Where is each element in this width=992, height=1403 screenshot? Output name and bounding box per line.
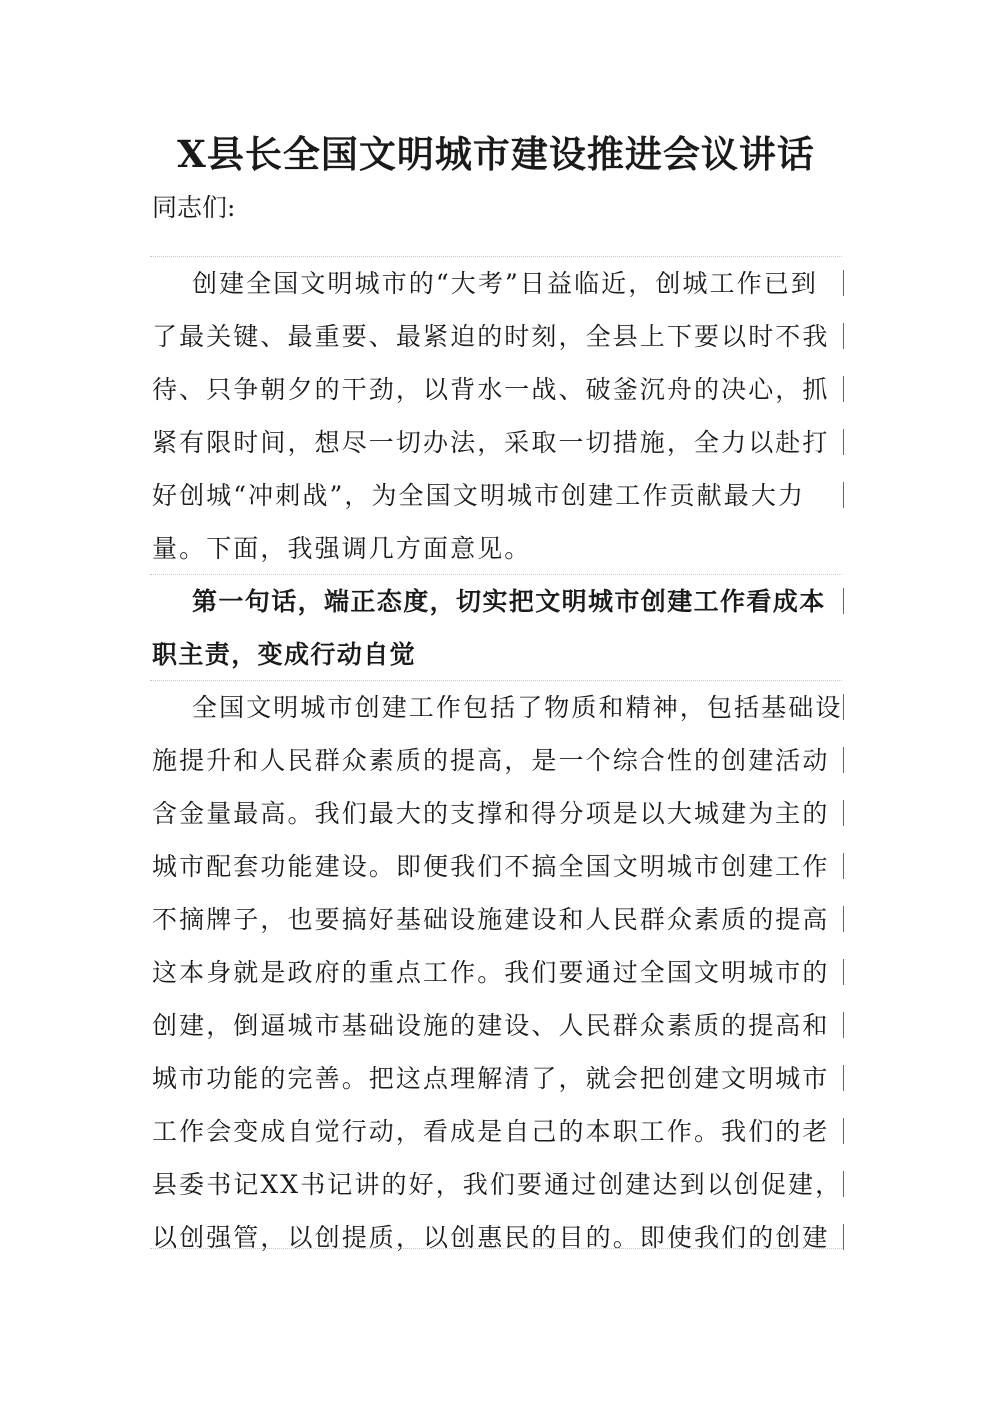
text-line: 了最关键、最重要、最紧迫的时刻，全县上下要以时不我 bbox=[150, 310, 842, 363]
text-line: 工作会变成自觉行动，看成是自己的本职工作。我们的老 bbox=[150, 1105, 842, 1158]
text-line: 待、只争朝夕的干劲，以背水一战、破釜沉舟的决心，抓 bbox=[150, 363, 842, 416]
line-end-mark bbox=[843, 906, 844, 932]
line-end-mark bbox=[843, 1012, 844, 1038]
intro-paragraph bbox=[150, 256, 842, 575]
text-line: 创建全国文明城市的“大考”日益临近，创城工作已到 bbox=[150, 257, 842, 310]
text-line: 县委书记XX书记讲的好，我们要通过创建达到以创促建， bbox=[152, 1170, 843, 1199]
line-end-mark bbox=[843, 429, 844, 455]
text-line: 城市配套功能建设。即便我们不搞全国文明城市创建工作 bbox=[150, 840, 842, 893]
line-end-mark bbox=[843, 800, 844, 826]
text-line: 施提升和人民群众素质的提高，是一个综合性的创建活动 bbox=[150, 734, 842, 787]
line-end-mark bbox=[843, 482, 844, 508]
line-end-mark bbox=[843, 694, 844, 720]
text-line: 好创城“冲刺战”，为全国文明城市创建工作贡献最大力 bbox=[150, 469, 842, 522]
text-line: 量。下面，我强调几方面意见。 bbox=[152, 534, 532, 563]
line-end-mark bbox=[843, 1224, 844, 1250]
page-end-rule bbox=[150, 1248, 842, 1249]
line-end-mark bbox=[843, 323, 844, 349]
line-end-mark bbox=[843, 959, 844, 985]
heading-line: 第一句话，端正态度，切实把文明城市创建工作看成本 bbox=[150, 575, 842, 628]
line-end-mark bbox=[843, 747, 844, 773]
line-end-mark bbox=[843, 853, 844, 879]
line-end-mark bbox=[843, 376, 844, 402]
section-heading bbox=[150, 574, 842, 681]
line-end-mark bbox=[843, 1118, 844, 1144]
line-end-mark bbox=[843, 1065, 844, 1091]
text-line: 创建，倒逼城市基础设施的建设、人民群众素质的提高和 bbox=[150, 999, 842, 1052]
salutation: 同志们: bbox=[152, 193, 236, 222]
line-end-mark bbox=[843, 270, 844, 296]
body-paragraph bbox=[150, 680, 842, 1264]
heading-line: 职主责，变成行动自觉 bbox=[152, 640, 417, 669]
text-line: 城市功能的完善。把这点理解清了，就会把创建文明城市 bbox=[150, 1052, 842, 1105]
text-line: 以创强管，以创提质，以创惠民的目的。即使我们的创建 bbox=[150, 1211, 842, 1264]
document-title: X县长全国文明城市建设推进会议讲话 bbox=[177, 132, 815, 176]
line-end-mark bbox=[843, 588, 844, 614]
text-line: 全国文明城市创建工作包括了物质和精神，包括基础设 bbox=[192, 693, 843, 722]
line-end-mark bbox=[843, 1171, 844, 1197]
text-line: 这本身就是政府的重点工作。我们要通过全国文明城市的 bbox=[150, 946, 842, 999]
text-line: 紧有限时间，想尽一切办法，采取一切措施，全力以赴打 bbox=[150, 416, 842, 469]
text-line: 不摘牌子，也要搞好基础设施建设和人民群众素质的提高 bbox=[150, 893, 842, 946]
text-line: 含金量最高。我们最大的支撑和得分项是以大城建为主的 bbox=[150, 787, 842, 840]
